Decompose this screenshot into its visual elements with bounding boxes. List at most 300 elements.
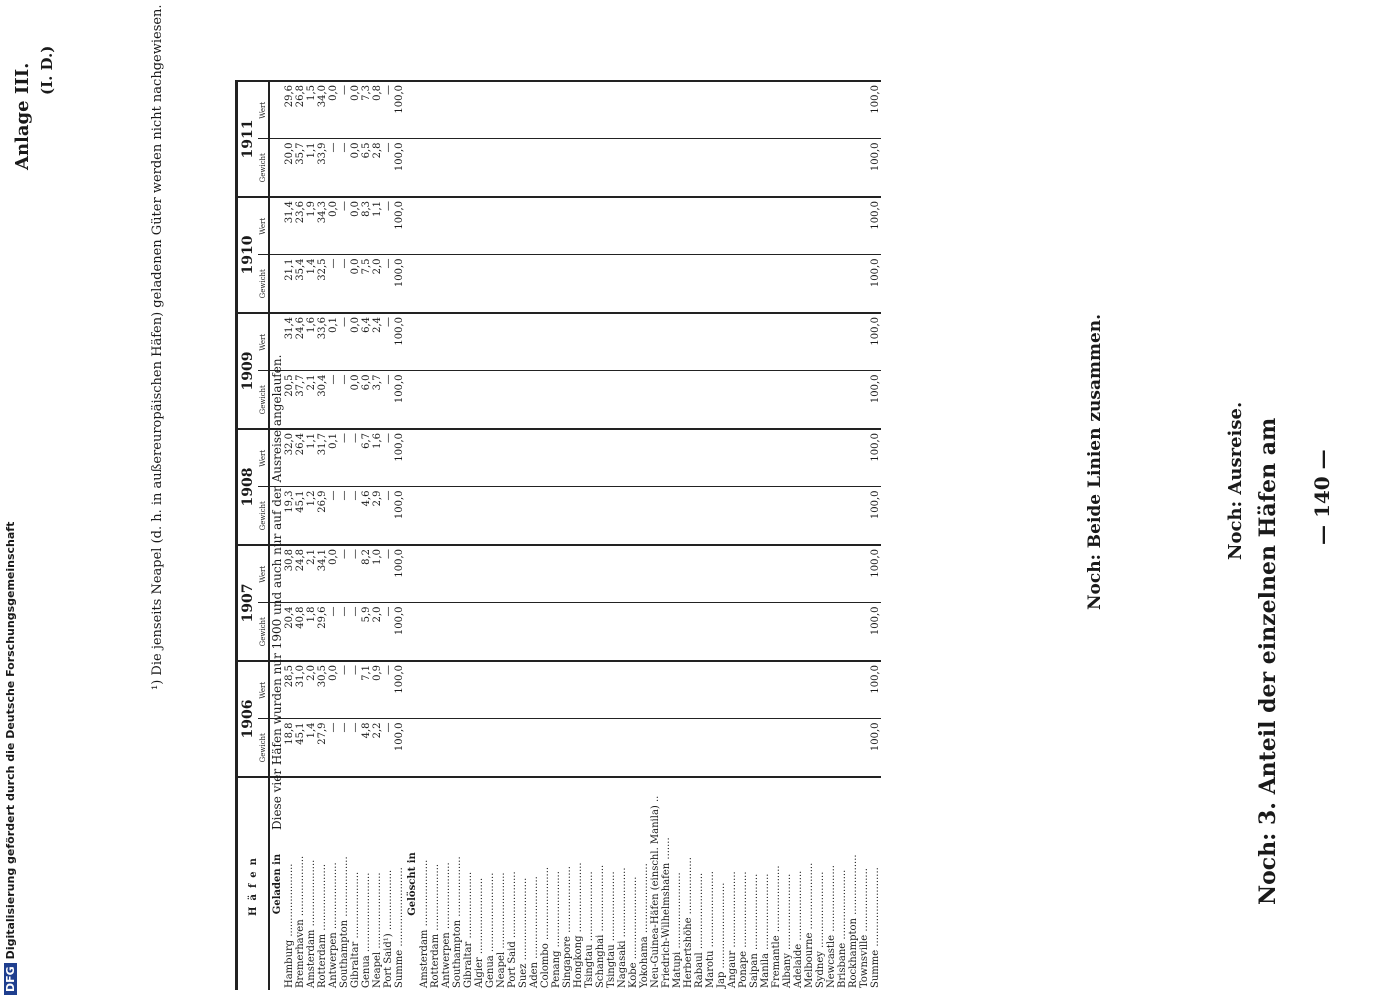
value-cell xyxy=(441,255,452,313)
value-cell xyxy=(760,545,771,603)
value-cell xyxy=(639,429,650,487)
value-cell xyxy=(419,487,430,545)
unloaded-row xyxy=(441,81,452,990)
value-cell xyxy=(430,81,441,139)
value-cell xyxy=(837,197,848,255)
value-cell xyxy=(463,603,474,661)
value-cell: 29,6 xyxy=(317,603,328,661)
value-cell xyxy=(584,545,595,603)
value-cell: 4,6 xyxy=(361,487,372,545)
value-cell xyxy=(551,545,562,603)
value-cell xyxy=(804,313,815,371)
value-cell xyxy=(463,139,474,197)
value-cell xyxy=(793,313,804,371)
value-cell: — xyxy=(350,429,361,487)
value-cell xyxy=(760,487,771,545)
value-cell xyxy=(738,139,749,197)
value-cell xyxy=(738,429,749,487)
value-cell: 6,5 xyxy=(361,139,372,197)
value-cell xyxy=(617,255,628,313)
value-cell xyxy=(540,139,551,197)
value-cell xyxy=(441,603,452,661)
value-cell xyxy=(771,371,782,429)
value-cell xyxy=(595,487,606,545)
sub-weight: Gewicht xyxy=(258,603,269,661)
value-cell xyxy=(716,487,727,545)
value-cell xyxy=(804,429,815,487)
port-name: Jap ........................... xyxy=(716,777,727,990)
value-cell xyxy=(859,255,870,313)
value-cell: 100,0 xyxy=(394,81,405,139)
value-cell xyxy=(793,139,804,197)
value-cell: 34,0 xyxy=(317,81,328,139)
value-cell xyxy=(650,661,661,719)
value-cell xyxy=(650,371,661,429)
value-cell: 100,0 xyxy=(394,487,405,545)
empty-cell xyxy=(269,255,284,313)
value-cell xyxy=(573,255,584,313)
value-cell: 1,4 xyxy=(306,719,317,777)
value-cell: 1,8 xyxy=(306,603,317,661)
value-cell xyxy=(551,139,562,197)
year-1907: 1907 xyxy=(237,545,259,661)
value-cell xyxy=(496,197,507,255)
value-cell xyxy=(782,545,793,603)
value-cell xyxy=(617,487,628,545)
value-cell xyxy=(474,139,485,197)
value-cell xyxy=(760,719,771,777)
value-cell xyxy=(760,603,771,661)
value-cell xyxy=(551,661,562,719)
value-cell: 100,0 xyxy=(870,487,881,545)
value-cell xyxy=(430,313,441,371)
value-cell xyxy=(562,429,573,487)
value-cell: 100,0 xyxy=(394,603,405,661)
side-credit-text: Digitalisierung gefördert durch die Deutsche Forschungsgemeinschaft xyxy=(4,521,17,960)
value-cell xyxy=(782,313,793,371)
value-cell: 37,7 xyxy=(295,371,306,429)
value-cell: 31,4 xyxy=(284,313,295,371)
value-cell xyxy=(628,487,639,545)
port-name: Port Said ..................... xyxy=(507,777,518,990)
value-cell xyxy=(474,313,485,371)
value-cell xyxy=(430,429,441,487)
value-cell xyxy=(749,603,760,661)
value-cell xyxy=(859,313,870,371)
value-cell xyxy=(848,255,859,313)
value-cell xyxy=(683,313,694,371)
value-cell xyxy=(782,429,793,487)
sub-value: Wert xyxy=(258,81,269,139)
value-cell: 3,7 xyxy=(372,371,383,429)
value-cell xyxy=(694,719,705,777)
unloaded-row xyxy=(705,81,716,990)
value-cell xyxy=(562,371,573,429)
value-cell xyxy=(584,603,595,661)
value-cell xyxy=(848,81,859,139)
value-cell xyxy=(727,255,738,313)
value-cell xyxy=(562,255,573,313)
value-cell: 100,0 xyxy=(870,719,881,777)
value-cell xyxy=(749,371,760,429)
value-cell xyxy=(595,429,606,487)
value-cell xyxy=(837,313,848,371)
value-cell xyxy=(518,661,529,719)
value-cell xyxy=(595,313,606,371)
port-name: Penang ........................ xyxy=(551,777,562,990)
empty-cell xyxy=(405,661,419,719)
value-cell xyxy=(529,487,540,545)
value-cell xyxy=(650,255,661,313)
value-cell xyxy=(430,487,441,545)
empty-cell xyxy=(405,81,419,139)
value-cell xyxy=(441,197,452,255)
value-cell xyxy=(562,81,573,139)
value-cell xyxy=(793,487,804,545)
value-cell: 32,5 xyxy=(317,255,328,313)
value-cell: 29,6 xyxy=(284,81,295,139)
value-cell xyxy=(683,487,694,545)
value-cell xyxy=(441,81,452,139)
value-cell xyxy=(628,545,639,603)
unloaded-row xyxy=(573,81,584,990)
value-cell xyxy=(815,661,826,719)
port-name: Brisbane ...................... xyxy=(837,777,848,990)
value-cell: — xyxy=(383,603,394,661)
value-cell xyxy=(628,81,639,139)
value-cell xyxy=(518,255,529,313)
value-cell xyxy=(826,313,837,371)
value-cell xyxy=(661,719,672,777)
value-cell xyxy=(793,603,804,661)
value-cell: 0,0 xyxy=(350,139,361,197)
unloaded-row xyxy=(815,81,826,990)
value-cell: — xyxy=(383,255,394,313)
port-name: Bremerhaven ................... xyxy=(295,777,306,990)
value-cell xyxy=(584,371,595,429)
value-cell xyxy=(650,487,661,545)
port-name: Yokohama ...................... xyxy=(639,777,650,990)
value-cell: — xyxy=(328,139,339,197)
unloaded-row xyxy=(474,81,485,990)
value-cell xyxy=(804,487,815,545)
value-cell xyxy=(661,313,672,371)
value-cell xyxy=(815,719,826,777)
empty-cell xyxy=(405,429,419,487)
value-cell xyxy=(606,81,617,139)
value-cell xyxy=(859,371,870,429)
value-cell xyxy=(419,81,430,139)
port-name: Nagasaki ...................... xyxy=(617,777,628,990)
value-cell xyxy=(826,197,837,255)
port-name: Gibraltar ..................... xyxy=(350,777,361,990)
value-cell xyxy=(782,487,793,545)
value-cell: 100,0 xyxy=(870,313,881,371)
value-cell xyxy=(419,661,430,719)
value-cell xyxy=(419,719,430,777)
value-cell xyxy=(738,371,749,429)
unloaded-row xyxy=(452,81,463,990)
ports-header: Häfen xyxy=(237,777,270,990)
value-cell xyxy=(760,661,771,719)
annex-sub: (I. D.) xyxy=(38,45,56,95)
header-row-years xyxy=(237,81,259,990)
value-cell: 0,0 xyxy=(328,81,339,139)
value-cell xyxy=(529,81,540,139)
value-cell xyxy=(551,313,562,371)
value-cell xyxy=(639,487,650,545)
value-cell xyxy=(441,545,452,603)
value-cell xyxy=(584,197,595,255)
value-cell: 1,5 xyxy=(306,81,317,139)
value-cell xyxy=(518,197,529,255)
value-cell: — xyxy=(383,313,394,371)
port-name: Antwerpen ..................... xyxy=(441,777,452,990)
value-cell xyxy=(738,661,749,719)
value-cell xyxy=(683,81,694,139)
unloaded-row xyxy=(639,81,650,990)
sub-weight: Gewicht xyxy=(258,487,269,545)
value-cell xyxy=(507,429,518,487)
empty-cell xyxy=(405,545,419,603)
unloaded-row xyxy=(694,81,705,990)
value-cell: 45,1 xyxy=(295,719,306,777)
unloaded-row xyxy=(584,81,595,990)
value-cell xyxy=(551,487,562,545)
value-cell xyxy=(661,197,672,255)
value-cell xyxy=(573,603,584,661)
value-cell xyxy=(661,661,672,719)
loaded-row xyxy=(317,81,328,990)
value-cell xyxy=(485,255,496,313)
value-cell xyxy=(672,661,683,719)
value-cell xyxy=(694,545,705,603)
value-cell xyxy=(452,719,463,777)
value-cell: 100,0 xyxy=(870,81,881,139)
value-cell xyxy=(628,255,639,313)
unloaded-row xyxy=(793,81,804,990)
value-cell: — xyxy=(383,661,394,719)
value-cell xyxy=(639,719,650,777)
value-cell xyxy=(529,139,540,197)
value-cell xyxy=(727,545,738,603)
value-cell xyxy=(617,139,628,197)
value-cell xyxy=(529,255,540,313)
page-title: Noch: 3. Anteil der einzelnen Häfen am xyxy=(1255,417,1281,905)
value-cell xyxy=(595,545,606,603)
value-cell: 4,8 xyxy=(361,719,372,777)
value-cell xyxy=(474,81,485,139)
value-cell xyxy=(694,661,705,719)
value-cell xyxy=(507,255,518,313)
value-cell xyxy=(859,197,870,255)
value-cell xyxy=(573,719,584,777)
value-cell xyxy=(826,487,837,545)
value-cell xyxy=(771,603,782,661)
value-cell xyxy=(441,139,452,197)
value-cell xyxy=(419,255,430,313)
value-cell: — xyxy=(350,487,361,545)
value-cell xyxy=(452,255,463,313)
value-cell xyxy=(727,719,738,777)
value-cell xyxy=(518,719,529,777)
value-cell: 100,0 xyxy=(870,603,881,661)
unloaded-row xyxy=(485,81,496,990)
unloaded-row xyxy=(430,81,441,990)
value-cell xyxy=(760,81,771,139)
value-cell xyxy=(859,487,870,545)
value-cell xyxy=(804,81,815,139)
value-cell xyxy=(826,371,837,429)
value-cell xyxy=(485,81,496,139)
value-cell xyxy=(419,197,430,255)
value-cell xyxy=(507,603,518,661)
value-cell xyxy=(606,313,617,371)
value-cell xyxy=(859,661,870,719)
value-cell: 2,8 xyxy=(372,139,383,197)
unloaded-row xyxy=(419,81,430,990)
value-cell xyxy=(738,603,749,661)
value-cell xyxy=(518,81,529,139)
value-cell xyxy=(496,603,507,661)
value-cell xyxy=(430,139,441,197)
value-cell: — xyxy=(339,719,350,777)
port-name: Neapel ........................ xyxy=(372,777,383,990)
value-cell: 30,8 xyxy=(284,545,295,603)
value-cell xyxy=(485,313,496,371)
value-cell: 26,8 xyxy=(295,81,306,139)
value-cell xyxy=(628,429,639,487)
value-cell xyxy=(430,603,441,661)
value-cell xyxy=(804,255,815,313)
value-cell: 1,1 xyxy=(306,429,317,487)
value-cell xyxy=(529,313,540,371)
unloaded-row xyxy=(804,81,815,990)
value-cell xyxy=(507,545,518,603)
value-cell xyxy=(463,487,474,545)
unloaded-row xyxy=(760,81,771,990)
value-cell xyxy=(474,661,485,719)
value-cell xyxy=(485,545,496,603)
unloaded-row xyxy=(672,81,683,990)
value-cell xyxy=(496,255,507,313)
value-cell: 100,0 xyxy=(870,371,881,429)
value-cell xyxy=(694,139,705,197)
value-cell xyxy=(639,81,650,139)
port-name: Newcastle ..................... xyxy=(826,777,837,990)
value-cell xyxy=(441,313,452,371)
value-cell xyxy=(749,661,760,719)
sub-value: Wert xyxy=(258,661,269,719)
loaded-row xyxy=(306,81,317,990)
value-cell xyxy=(562,313,573,371)
value-cell xyxy=(782,603,793,661)
year-1909: 1909 xyxy=(237,313,259,429)
value-cell: 34,1 xyxy=(317,545,328,603)
value-cell: 27,9 xyxy=(317,719,328,777)
port-name: Herbertshöhe .................. xyxy=(683,777,694,990)
value-cell xyxy=(760,371,771,429)
value-cell xyxy=(562,661,573,719)
value-cell: 31,0 xyxy=(295,661,306,719)
value-cell xyxy=(683,429,694,487)
value-cell xyxy=(826,661,837,719)
value-cell xyxy=(650,429,661,487)
value-cell xyxy=(716,545,727,603)
value-cell xyxy=(749,487,760,545)
value-cell xyxy=(749,719,760,777)
value-cell xyxy=(573,197,584,255)
value-cell xyxy=(540,371,551,429)
value-cell: 26,9 xyxy=(317,487,328,545)
value-cell: 8,3 xyxy=(361,197,372,255)
value-cell: 40,8 xyxy=(295,603,306,661)
empty-cell xyxy=(405,313,419,371)
port-name: Genua ......................... xyxy=(361,777,372,990)
port-name: Southampton ................... xyxy=(339,777,350,990)
value-cell xyxy=(683,139,694,197)
value-cell xyxy=(727,313,738,371)
value-cell xyxy=(617,429,628,487)
value-cell xyxy=(650,603,661,661)
value-cell xyxy=(419,603,430,661)
value-cell xyxy=(606,197,617,255)
section-loaded-row-label: Geladen in xyxy=(269,777,284,990)
unloaded-row xyxy=(562,81,573,990)
value-cell: 23,6 xyxy=(295,197,306,255)
value-cell xyxy=(452,139,463,197)
value-cell: 0,0 xyxy=(328,197,339,255)
value-cell xyxy=(507,313,518,371)
unloaded-row xyxy=(529,81,540,990)
value-cell xyxy=(507,197,518,255)
value-cell: — xyxy=(383,429,394,487)
value-cell xyxy=(859,603,870,661)
value-cell xyxy=(430,545,441,603)
value-cell xyxy=(606,139,617,197)
port-name: Aden .......................... xyxy=(529,777,540,990)
value-cell xyxy=(518,429,529,487)
value-cell xyxy=(628,197,639,255)
unloaded-sum-row xyxy=(870,81,881,990)
unloaded-row xyxy=(826,81,837,990)
loaded-row xyxy=(361,81,372,990)
value-cell: 19,3 xyxy=(284,487,295,545)
value-cell xyxy=(705,487,716,545)
value-cell xyxy=(815,197,826,255)
value-cell xyxy=(540,429,551,487)
value-cell xyxy=(573,139,584,197)
loaded-row xyxy=(284,81,295,990)
value-cell xyxy=(419,545,430,603)
value-cell: 31,7 xyxy=(317,429,328,487)
value-cell xyxy=(859,429,870,487)
value-cell xyxy=(452,545,463,603)
value-cell: 1,4 xyxy=(306,255,317,313)
value-cell xyxy=(474,197,485,255)
value-cell xyxy=(815,81,826,139)
value-cell xyxy=(452,661,463,719)
value-cell: 18,8 xyxy=(284,719,295,777)
port-name: Summe ......................... xyxy=(394,777,405,990)
value-cell xyxy=(782,197,793,255)
unloaded-row xyxy=(606,81,617,990)
value-cell xyxy=(529,429,540,487)
loaded-row xyxy=(328,81,339,990)
unloaded-row xyxy=(661,81,672,990)
empty-cell xyxy=(269,197,284,255)
value-cell xyxy=(573,81,584,139)
